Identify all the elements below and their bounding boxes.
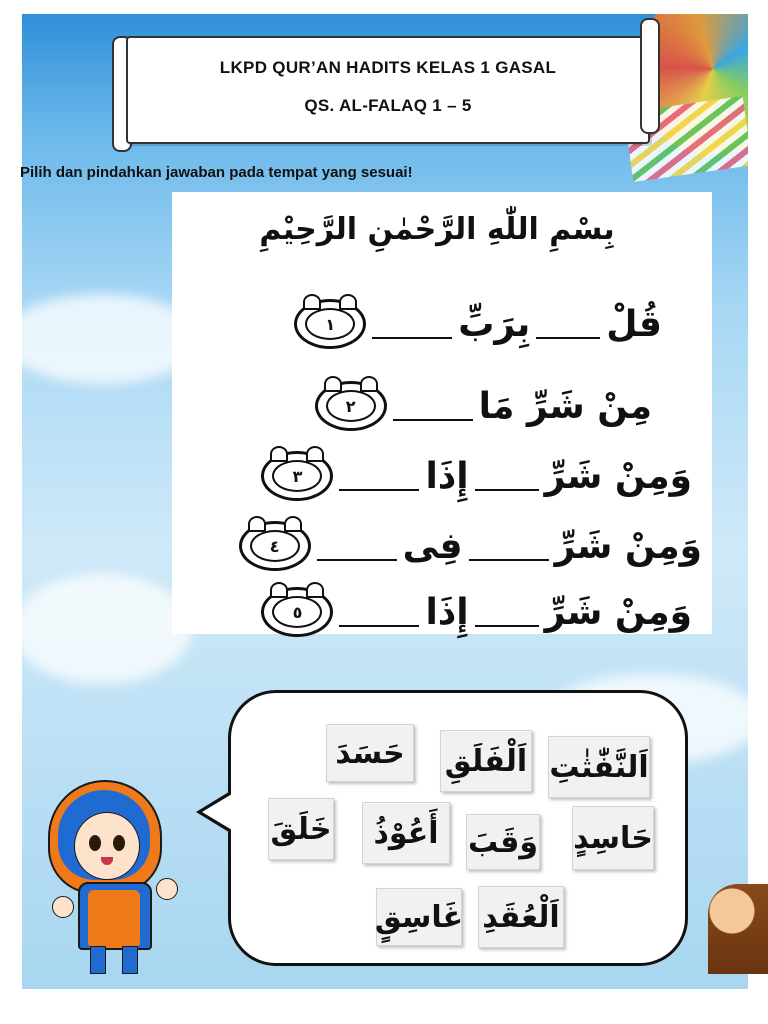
cloud-decoration	[22, 574, 192, 684]
answer-tile[interactable]: وَقَبَ	[466, 814, 540, 870]
verse-row-4	[239, 518, 702, 574]
verse-word: قُلْ	[606, 303, 662, 345]
answer-tile[interactable]: اَلْفَلَقِ	[440, 730, 532, 792]
verse-number-badge	[239, 521, 311, 571]
answer-tile[interactable]: حَاسِدٍ	[572, 806, 654, 870]
eye-icon	[89, 835, 101, 851]
answer-tile[interactable]: غَاسِقٍ	[376, 888, 462, 946]
verse-number-badge	[315, 381, 387, 431]
apron	[88, 890, 140, 948]
verse-number: ٢	[326, 390, 376, 422]
verse-word: إِذَا	[425, 591, 469, 633]
answer-slot[interactable]	[536, 309, 600, 339]
verse-word: بِرَبِّ	[458, 303, 531, 345]
answer-slot[interactable]	[372, 309, 452, 339]
leg	[122, 946, 138, 974]
answer-tile[interactable]: اَلنَّفّٰثٰتِ	[548, 736, 650, 798]
verse-number-badge	[261, 451, 333, 501]
verse-row-2	[315, 378, 652, 434]
verse-number: ٥	[272, 596, 322, 628]
verse-row-3	[261, 448, 692, 504]
surah-worksheet	[172, 192, 712, 634]
answer-slot[interactable]	[339, 597, 419, 627]
verse-word: إِذَا	[425, 455, 469, 497]
answer-tile[interactable]: خَلَقَ	[268, 798, 334, 860]
verse-word: وَمِنْ شَرِّ	[554, 525, 702, 567]
verse-word: وَمِنْ شَرِّ	[544, 455, 692, 497]
face	[74, 812, 140, 880]
cartoon-girl-illustration	[22, 770, 192, 980]
answer-slot[interactable]	[317, 531, 397, 561]
instruction-text: Pilih dan pindahkan jawaban pada tempat yang sesuai!	[20, 164, 413, 181]
speech-bubble-tail-fill	[202, 794, 232, 830]
mouth-icon	[101, 857, 113, 865]
hand-icon	[156, 878, 178, 900]
answer-slot[interactable]	[469, 531, 549, 561]
basmalah: بِسْمِ اللّٰهِ الرَّحْمٰنِ الرَّحِيْمِ	[259, 212, 615, 247]
answer-slot[interactable]	[475, 461, 539, 491]
answer-slot[interactable]	[339, 461, 419, 491]
leg	[90, 946, 106, 974]
child-illustration	[708, 884, 768, 974]
verse-number: ١	[305, 308, 355, 340]
answer-tile[interactable]: اَلْعُقَدِ	[478, 886, 564, 948]
eye-icon	[113, 835, 125, 851]
answer-tile[interactable]: أَعُوْذُ	[362, 802, 450, 864]
hand-icon	[52, 896, 74, 918]
verse-number: ٣	[272, 460, 322, 492]
verse-word: فِى	[402, 525, 463, 567]
page-title: LKPD QUR’AN HADITS KELAS 1 GASAL	[219, 58, 557, 77]
scroll-roll-right	[640, 18, 660, 134]
page-subtitle: QS. AL-FALAQ 1 – 5	[304, 96, 472, 115]
answer-slot[interactable]	[475, 597, 539, 627]
answer-tile[interactable]: حَسَدَ	[326, 724, 414, 782]
verse-number: ٤	[250, 530, 300, 562]
verse-number-badge	[261, 587, 333, 637]
verse-word: وَمِنْ شَرِّ	[544, 591, 692, 633]
verse-row-1	[294, 296, 662, 352]
answer-slot[interactable]	[393, 391, 473, 421]
verse-row-5	[261, 584, 692, 640]
verse-number-badge	[294, 299, 366, 349]
verse-word: مِنْ شَرِّ مَا	[478, 385, 652, 427]
title-banner	[126, 36, 650, 144]
